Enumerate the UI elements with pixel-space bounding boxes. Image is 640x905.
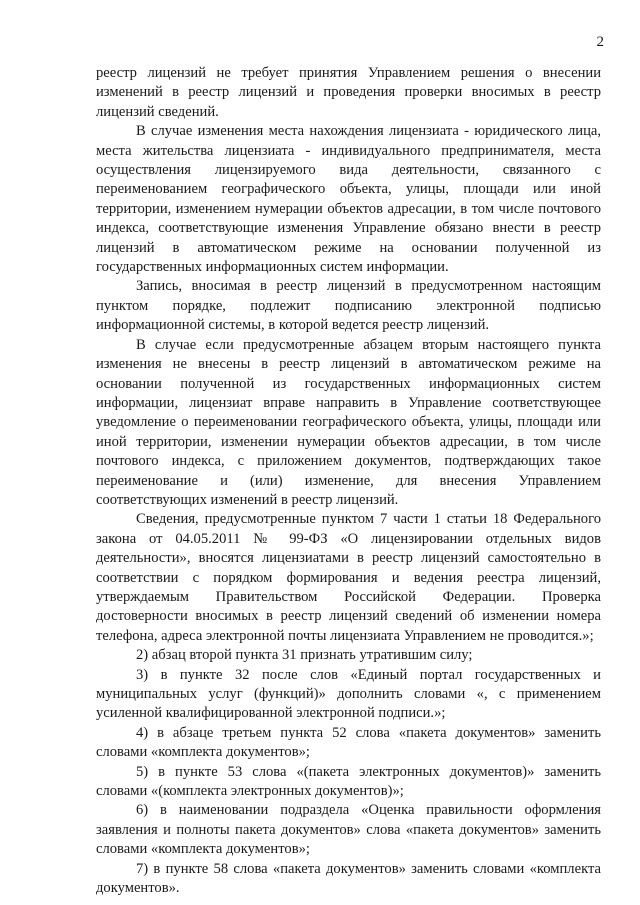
list-item-4: 4) в абзаце третьем пункта 52 слова «пакета документов» заменить словами «комплекта документов»;	[96, 724, 601, 761]
paragraph-continuation: реестр лицензий не требует принятия Управлением решения о внесении изменений в реестр лицензий и проведения проверки вносимых в реестр лицензий сведений.	[96, 65, 601, 120]
list-item-2: 2) абзац второй пункта 31 признать утратившим силу;	[136, 647, 473, 664]
paragraph-information-entry: Сведения, предусмотренные пунктом 7 части 1 статьи 18 Федерального закона от 04.05.2011 № 99-ФЗ «О лицензировании отдельных видов деятельности», вносятся лицензиатами в реестр лицензий самостоятельно в соответствии с порядком формирования и ведения реестра лицензий, утверждаемым Правительством Российской Федерации. Проверка достоверности вносимых в реестр лицензий сведений об изменении номера телефона, адреса электронной почты лицензиата Управлением не проводится.»;	[96, 511, 601, 644]
list-item-5: 5) в пункте 53 слова «(пакета электронных документов)» заменить словами «(комплекта электронных документов)»;	[96, 763, 601, 800]
page-number: 2	[596, 34, 604, 50]
list-item-3: 3) в пункте 32 после слов «Единый портал государственных и муниципальных услуг (функций)» дополнить словами «, с применением усиленной квалифицированной электронной подписи.»;	[96, 666, 601, 722]
paragraph-notification: В случае если предусмотренные абзацем вторым настоящего пункта изменения не внесены в реестр лицензий в автоматическом режиме на основании полученной из государственных информационных систем информации, лицензиат вправе направить в Управление соответствующее уведомление о переименовании географического объекта, улицы, площади или иной территории, изменении нумерации объектов адресации, в том числе почтового индекса, с приложением документов, подтверждающих такое переименование и (или) изменение, для внесения Управлением соответствующих изменений в реестр лицензий.	[96, 336, 601, 508]
paragraph-electronic-signature: Запись, вносимая в реестр лицензий в предусмотренном настоящим пунктом порядке, подлежит подписанию электронной подписью информационной системы, в которой ведется реестр лицензий.	[96, 278, 601, 334]
list-item-7: 7) в пункте 58 слова «пакета документов» заменить словами «комплекта документов».	[96, 860, 601, 897]
paragraph-address-change: В случае изменения места нахождения лицензиата - юридического лица, места жительства лицензиата - индивидуального предпринимателя, места осуществления лицензируемого вида деятельности, связанного с переименованием географического объекта, улицы, площади или иной территории, изменением нумерации объектов адресации, в том числе почтового индекса, соответствующие изменения Управление обязано внести в реестр лицензий в автоматическом режиме на основании полученной из государственных информационных систем информации.	[96, 123, 601, 276]
document-body	[96, 64, 601, 898]
list-item-6: 6) в наименовании подраздела «Оценка правильности оформления заявления и полноты пакета документов» слова «пакета документов» заменить словами «комплекта документов»;	[96, 802, 601, 858]
